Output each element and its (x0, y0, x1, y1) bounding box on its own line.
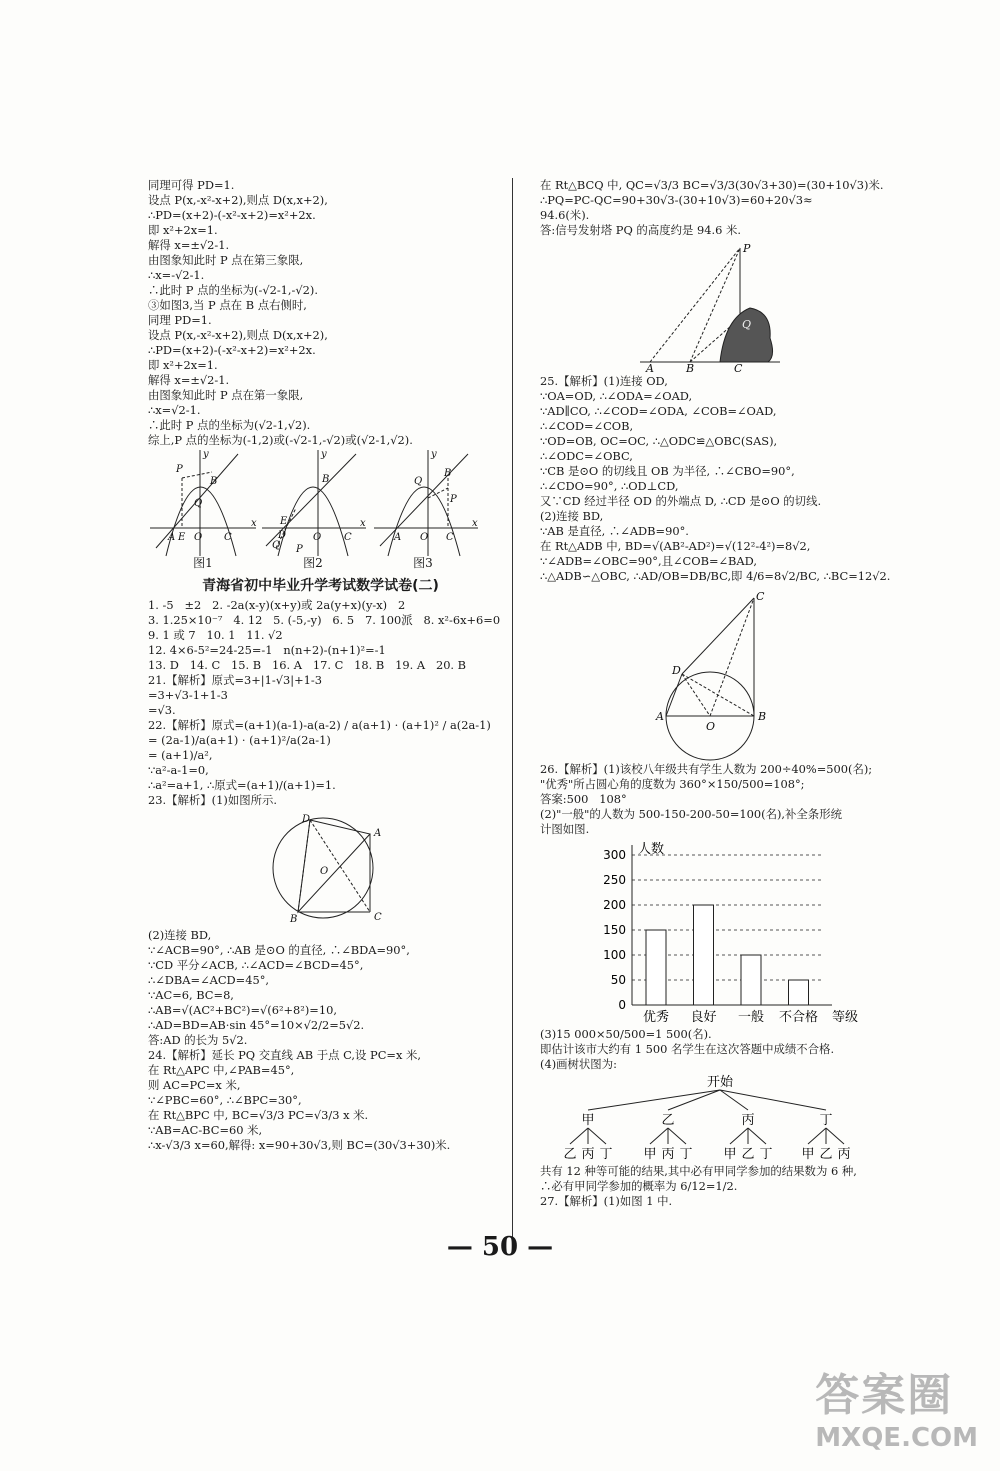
text-line: = (2a-1)/a(a+1) · (a+1)²/a(2a-1) (148, 733, 331, 747)
svg-text:B: B (322, 474, 330, 485)
text-line: ∴∠CDO=90°, ∴OD⊥CD, (540, 479, 679, 493)
svg-text:Q: Q (194, 498, 203, 509)
left-column (148, 178, 501, 1153)
y-tick-label: 200 (603, 898, 626, 912)
text-line: ③如图3,当 P 点在 B 点右侧时, (148, 298, 307, 312)
tree-edge (720, 1090, 826, 1110)
y-tick-label: 250 (603, 873, 626, 887)
figure-caption: 图3 (413, 556, 433, 570)
text-line: 即 x²+2x=1. (148, 358, 218, 372)
tree-leaf: 丁 (599, 1147, 613, 1162)
y-tick-label: 100 (603, 948, 626, 962)
svg-text:C: C (734, 362, 743, 374)
svg-text:y: y (203, 449, 209, 460)
text-line: ∴x-√3/3 x=60,解得: x=90+30√3,则 BC=(30√3+30)米. (148, 1138, 451, 1152)
text-line: 解得 x=±√2-1. (148, 238, 230, 252)
y-tick-label: 300 (603, 848, 626, 862)
tree-leaf: 丁 (679, 1147, 693, 1162)
tree-node: 乙 (661, 1113, 675, 1128)
svg-text:C: C (374, 912, 382, 923)
tree-node: 丁 (819, 1113, 833, 1128)
text-line: ∴必有甲同学参加的概率为 6/12=1/2. (540, 1179, 738, 1193)
text-line: (2)连接 BD, (540, 509, 604, 523)
svg-text:D: D (302, 814, 311, 825)
tangent-circle-figure (540, 590, 870, 762)
text-line: 21.【解析】原式=3+|1-√3|+1-3 (148, 673, 322, 687)
svg-text:x: x (472, 518, 478, 529)
text-line: (3)15 000×50/500=1 500(名). (540, 1027, 712, 1041)
tree-node: 甲 (581, 1113, 595, 1128)
bar (741, 955, 761, 1005)
tree-root: 开始 (706, 1075, 734, 1090)
svg-text:B: B (290, 914, 298, 925)
text-line: ∴x=√2-1. (148, 403, 201, 417)
svg-text:P: P (450, 494, 457, 505)
svg-text:D: D (672, 664, 681, 677)
text-line: 25.【解析】(1)连接 OD, (540, 374, 668, 388)
tree-edge (808, 1128, 826, 1144)
tree-leaf: 甲 (643, 1147, 657, 1162)
solution-block-q25 (540, 374, 891, 584)
tree-edge (570, 1128, 588, 1144)
text-line: 即 x²+2x=1. (148, 223, 218, 237)
text-line: ∴△ADB∽△OBC, ∴AD/OB=DB/BC,即 4/6=8√2/BC, ∴BC=12√2. (540, 569, 891, 583)
svg-text:C: C (446, 532, 454, 543)
text-line: 26.【解析】(1)该校八年级共有学生人数为 200÷40%=500(名); (540, 762, 873, 776)
svg-text:A: A (646, 362, 654, 374)
svg-text:C: C (344, 532, 352, 543)
svg-text:O: O (320, 866, 329, 877)
x-tick-label: 不合格 (778, 1010, 819, 1025)
text-line: ∴PD=(x+2)-(-x²-x+2)=x²+2x. (148, 343, 316, 357)
watermark-url: MXQE.COM (815, 1423, 978, 1453)
text-line: (4)画树状图为: (540, 1057, 617, 1071)
x-axis-label: 等级 (832, 1010, 859, 1025)
text-line: ∴PD=(x+2)-(-x²-x+2)=x²+2x. (148, 208, 316, 222)
svg-text:B: B (686, 362, 695, 374)
svg-text:y: y (321, 449, 327, 460)
text-line: ∴AB=√(AC²+BC²)=√(6²+8²)=10, (148, 1003, 337, 1017)
text-line: 同理 PD=1. (148, 313, 212, 327)
text-line: ∵AB 是直径, ∴∠ADB=90°. (540, 524, 689, 538)
svg-text:P: P (176, 464, 183, 475)
tree-leaf: 乙 (819, 1147, 833, 1162)
tree-leaf: 丙 (581, 1147, 595, 1162)
tree-leaf: 甲 (723, 1147, 737, 1162)
svg-text:E: E (178, 532, 186, 543)
text-line: 计图如图. (540, 822, 590, 836)
figure-caption: 图2 (303, 556, 323, 570)
solution-block-q26-cont (540, 1027, 870, 1072)
svg-text:A: A (394, 532, 402, 543)
text-line: ∴x=-√2-1. (148, 268, 205, 282)
parabola-figures (148, 448, 478, 560)
text-line: "优秀"所占圆心角的度数为 360°×150/500=108°; (540, 777, 805, 791)
svg-text:O: O (194, 532, 203, 543)
tree-leaf: 丙 (837, 1147, 851, 1162)
text-line: 共有 12 种等可能的结果,其中必有甲同学参加的结果数为 6 种, (540, 1164, 857, 1178)
y-tick-label: 50 (610, 973, 626, 987)
svg-text:Q: Q (742, 318, 752, 331)
svg-text:O: O (706, 720, 716, 733)
circle-figure-q23 (148, 812, 478, 928)
text-line: ∵OA=OD, ∴∠ODA=∠OAD, (540, 389, 693, 403)
text-line: ∵AB=AC-BC=60 米, (148, 1123, 263, 1137)
text-line: ∵OD=OB, OC=OC, ∴△ODC≌△OBC(SAS), (540, 434, 778, 448)
svg-text:y: y (431, 449, 437, 460)
figure-captions (148, 556, 478, 571)
svg-text:P: P (296, 544, 303, 555)
svg-text:C: C (224, 532, 232, 543)
text-line: ∴此时 P 点的坐标为(-√2-1,-√2). (148, 283, 318, 297)
answers-block (148, 598, 501, 808)
text-line: 12. 4×6-5²=24-25=-1 n(n+2)-(n+1)²=-1 (148, 643, 386, 657)
tree-edge (650, 1128, 668, 1144)
y-tick-label: 0 (618, 998, 626, 1012)
tree-diagram (540, 1072, 870, 1164)
text-line: ∵AD∥CO, ∴∠COD=∠ODA, ∠COB=∠OAD, (540, 404, 777, 418)
x-tick-label: 优秀 (642, 1010, 670, 1025)
watermark-logo-text: 答案圈 (815, 1370, 954, 1421)
text-line: 由图象知此时 P 点在第一象限, (148, 388, 304, 402)
svg-text:x: x (251, 518, 257, 529)
tree-leaf: 丁 (759, 1147, 773, 1162)
svg-text:E: E (280, 516, 288, 527)
svg-text:O: O (420, 532, 429, 543)
tree-edge (826, 1128, 844, 1144)
text-line: 设点 P(x,-x²-x+2),则点 D(x,x+2), (148, 328, 328, 342)
tree-edge (588, 1128, 606, 1144)
x-tick-label: 良好 (690, 1010, 717, 1025)
text-line: ∴∠DBA=∠ACD=45°, (148, 973, 270, 987)
y-tick-label: 150 (603, 923, 626, 937)
text-line: 27.【解析】(1)如图 1 中. (540, 1194, 673, 1208)
text-line: 同理可得 PD=1. (148, 178, 235, 192)
tree-leaf: 乙 (563, 1147, 577, 1162)
right-column (540, 178, 891, 1209)
tree-edge (588, 1090, 720, 1110)
text-line: ∵∠PBC=60°, ∴∠BPC=30°, (148, 1093, 302, 1107)
bar-chart (540, 837, 870, 1027)
text-line: ∵∠ACB=90°, ∴AB 是⊙O 的直径, ∴∠BDA=90°, (148, 943, 410, 957)
bar (789, 980, 809, 1005)
tree-edge (668, 1090, 720, 1110)
text-line: 13. D 14. C 15. B 16. A 17. C 18. B 19. A 20. B (148, 658, 467, 672)
tower-figure (540, 238, 870, 374)
tree-edge (748, 1128, 766, 1144)
text-line: ∴a²=a+1, ∴原式=(a+1)/(a+1)=1. (148, 778, 336, 792)
svg-text:B: B (758, 710, 767, 723)
tree-leaf: 乙 (741, 1147, 755, 1162)
svg-text:P: P (743, 242, 751, 255)
text-line: 即估计该市大约有 1 500 名学生在这次答题中成绩不合格. (540, 1042, 835, 1056)
text-line: 答案:500 108° (540, 792, 627, 806)
text-line: 23.【解析】(1)如图所示. (148, 793, 277, 807)
text-line: 在 Rt△BCQ 中, QC=√3/3 BC=√3/3(30√3+30)=(30+10√3)米. (540, 178, 884, 192)
text-line: ∵CD 平分∠ACB, ∴∠ACD=∠BCD=45°, (148, 958, 364, 972)
tree-edge (730, 1128, 748, 1144)
svg-text:Q: Q (272, 540, 281, 551)
text-line: 24.【解析】延长 PQ 交直线 AB 于点 C,设 PC=x 米, (148, 1048, 422, 1062)
solution-block-q24-end (540, 178, 884, 238)
text-line: ∵a²-a-1=0, (148, 763, 209, 777)
solution-block-q26 (540, 762, 873, 837)
page-number-value: 50 (481, 1232, 519, 1262)
text-line: 1. -5 ±2 2. -2a(x-y)(x+y)或 2a(y+x)(y-x) 2 (148, 598, 406, 612)
text-line: 22.【解析】原式=(a+1)(a-1)-a(a-2) / a(a+1) · (a+1)² / a(2a-1) (148, 718, 491, 732)
text-line: 在 Rt△APC 中,∠PAB=45°, (148, 1063, 295, 1077)
bar (646, 930, 666, 1005)
solution-block-q23-q24 (148, 928, 493, 1153)
tree-edge (668, 1128, 686, 1144)
text-line: =√3. (148, 703, 176, 717)
tree-leaf: 丙 (661, 1147, 675, 1162)
text-line: (2)连接 BD, (148, 928, 212, 942)
y-axis-label: 人数 (638, 842, 665, 857)
figure-caption: 图1 (193, 556, 213, 570)
svg-text:B: B (210, 476, 218, 487)
text-line: 9. 1 或 7 10. 1 11. √2 (148, 628, 283, 642)
text-line: 解得 x=±√2-1. (148, 373, 230, 387)
solution-block-p-coordinates (148, 178, 493, 448)
text-line: ∵∠ADB=∠OBC=90°,且∠COB=∠BAD, (540, 554, 757, 568)
svg-text:A: A (168, 532, 176, 543)
text-line: ∴PQ=PC-QC=90+30√3-(30+10√3)=60+20√3≈ (540, 193, 813, 207)
text-line: ∵AC=6, BC=8, (148, 988, 234, 1002)
page-number: — 50 — (446, 1232, 554, 1262)
text-line: 在 Rt△BPC 中, BC=√3/3 PC=√3/3 x 米. (148, 1108, 369, 1122)
text-line: 综上,P 点的坐标为(-1,2)或(-√2-1,-√2)或(√2-1,√2). (148, 433, 413, 447)
tree-node: 丙 (741, 1113, 755, 1128)
bar (694, 905, 714, 1005)
column-divider (512, 178, 513, 1246)
text-line: ∴此时 P 点的坐标为(√2-1,√2). (148, 418, 311, 432)
text-line: 由图象知此时 P 点在第三象限, (148, 253, 304, 267)
text-line: (2)"一般"的人数为 500-150-200-50=100(名),补全条形统 (540, 807, 842, 821)
text-line: ∴∠ODC=∠OBC, (540, 449, 633, 463)
tree-leaf: 甲 (801, 1147, 815, 1162)
exam-title: 青海省初中毕业升学考试数学试卷(二) (202, 578, 439, 594)
text-line: 设点 P(x,-x²-x+2),则点 D(x,x+2), (148, 193, 328, 207)
text-line: 则 AC=PC=x 米, (148, 1078, 241, 1092)
text-line: 又∵CD 经过半径 OD 的外端点 D, ∴CD 是⊙O 的切线. (540, 494, 822, 508)
svg-text:A: A (656, 710, 664, 723)
watermark (815, 1359, 978, 1453)
text-line: ∴∠COD=∠COB, (540, 419, 634, 433)
text-line: ∵CB 是⊙O 的切线且 OB 为半径, ∴∠CBO=90°, (540, 464, 795, 478)
svg-text:x: x (360, 518, 366, 529)
svg-text:O: O (313, 532, 322, 543)
text-line: 在 Rt△ADB 中, BD=√(AB²-AD²)=√(12²-4²)=8√2, (540, 539, 811, 553)
svg-text:A: A (374, 828, 382, 839)
text-line: 答:AD 的长为 5√2. (148, 1033, 248, 1047)
x-tick-label: 一般 (737, 1010, 765, 1025)
text-line: 94.6(米). (540, 208, 590, 222)
solution-block-q26-end (540, 1164, 870, 1209)
text-line: =3+√3-1+1-3 (148, 688, 228, 702)
text-line: ∴AD=BD=AB·sin 45°=10×√2/2=5√2. (148, 1018, 365, 1032)
svg-text:Q: Q (414, 476, 423, 487)
text-line: 3. 1.25×10⁻⁷ 4. 12 5. (-5,-y) 6. 5 7. 100派 8. x²-6x+6=0 (148, 613, 501, 627)
svg-text:B: B (444, 468, 452, 479)
svg-text:C: C (756, 590, 765, 603)
text-line: 答:信号发射塔 PQ 的高度约是 94.6 米. (540, 223, 741, 237)
svg-text:D: D (278, 530, 287, 541)
text-line: = (a+1)/a², (148, 748, 213, 762)
